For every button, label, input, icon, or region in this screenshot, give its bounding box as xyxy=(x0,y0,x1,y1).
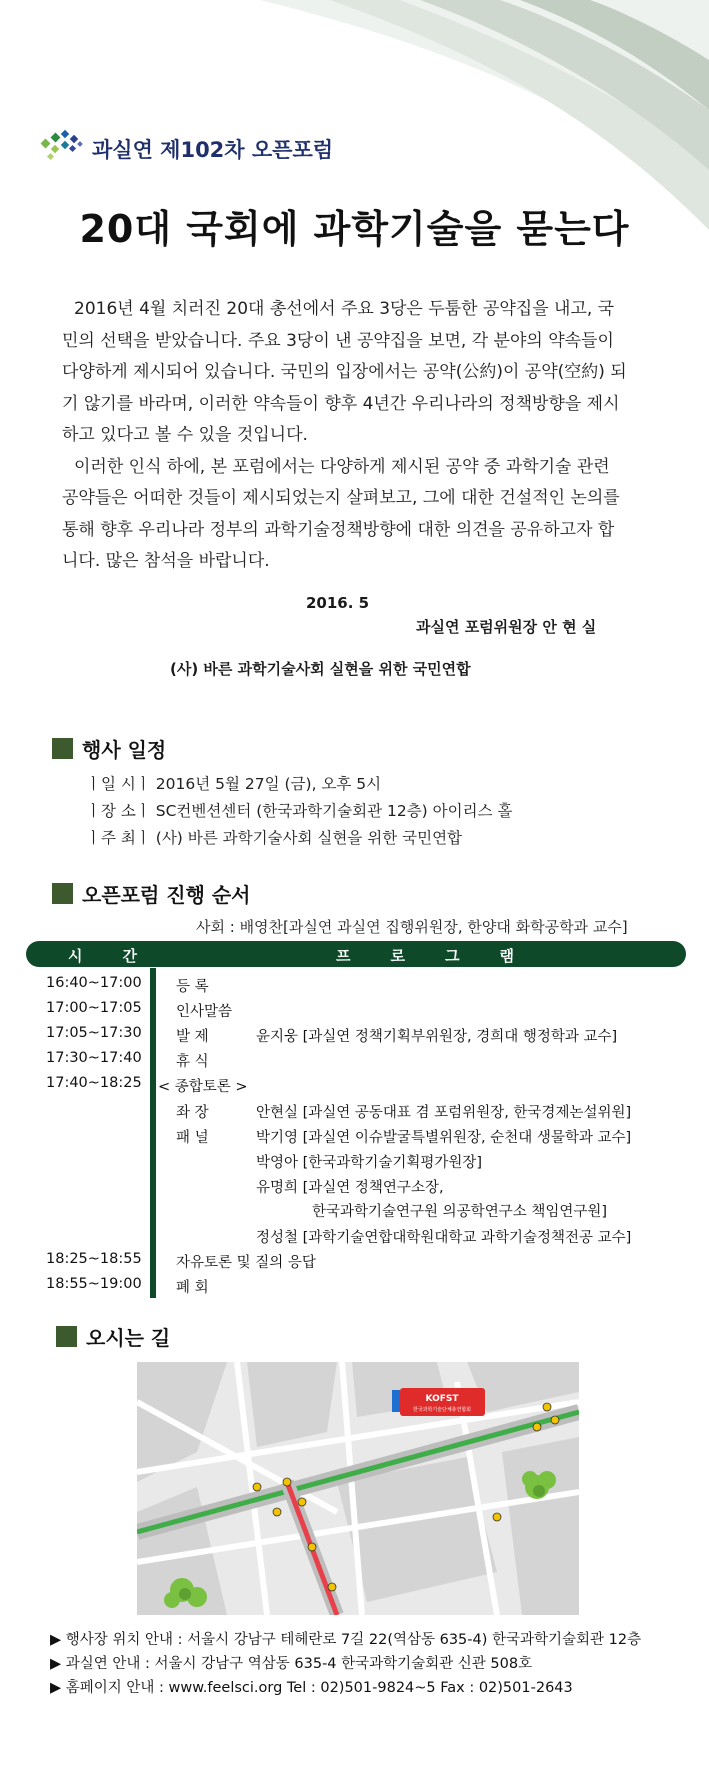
intro-text xyxy=(62,294,628,578)
schedule-value: 2016년 5월 27일 (금), 오후 5시 xyxy=(155,775,382,793)
program-row-item: 자유토론 및 질의 응답 xyxy=(176,1255,316,1271)
forum-logo-icon xyxy=(38,130,84,164)
moderator: 사회 : 배영찬[과실연 과실연 집행위원장, 한양대 화학공학과 교수] xyxy=(196,918,628,936)
schedule-row-venue xyxy=(86,799,512,821)
program-row-item: 등 록 xyxy=(176,979,209,995)
program-row-time: 17:05~17:30 xyxy=(46,1025,142,1041)
program-row-item: 발 제 xyxy=(176,1029,209,1045)
program-row-detail: 안현실 [과실연 공동대표 겸 포럼위원장, 한국경제논설위원] xyxy=(256,1105,632,1121)
page-title: 20대 국회에 과학기술을 묻는다 xyxy=(79,207,630,251)
section-square-icon xyxy=(52,883,73,904)
program-row-detail: 한국과학기술연구원 의공학연구소 책임연구원] xyxy=(312,1204,608,1220)
intro-paragraph-2: 이러한 인식 하에, 본 포럼에서는 다양하게 제시된 공약 중 과학기술 관련 공약들은 어떠한 것들이 제시되었는지 살펴보고, 그에 대한 건설적인 논의를 통해 향후 우리나라 정부의 과학기술정책방향에 대한 의견을 공유하고자 합니다. 많은 참석을 바랍니다. xyxy=(62,456,620,571)
event-label: 과실연 제102차 오픈포럼 xyxy=(92,138,334,162)
program-row-time: 16:40~17:00 xyxy=(46,975,142,991)
schedule-row-host xyxy=(86,826,462,848)
program-heading-text: 오픈포럼 진행 순서 xyxy=(82,883,251,907)
publish-date: 2016. 5 xyxy=(306,594,370,612)
program-row-detail: 윤지웅 [과실연 정책기획부위원장, 경희대 행정학과 교수] xyxy=(256,1029,618,1045)
map-sign-title: KOFST xyxy=(425,1394,459,1404)
footer-venue-info: ▶ 행사장 위치 안내 : 서울시 강남구 테헤란로 7길 22(역삼동 635-4) 한국과학기술회관 12층 xyxy=(50,1632,642,1648)
program-row-detail: 정성철 [과학기술연합대학원대학교 과학기술정책전공 교수] xyxy=(256,1230,632,1246)
column-program-label: 프로그램 xyxy=(336,947,554,965)
section-square-icon xyxy=(52,738,73,759)
schedule-row-date xyxy=(86,772,381,794)
program-row-detail: 박기영 [과실연 이슈발굴특별위원장, 순천대 생물학과 교수] xyxy=(256,1130,632,1146)
directions-heading xyxy=(56,1322,170,1351)
program-row-item: 폐 회 xyxy=(176,1280,209,1296)
program-row-item: 패 널 xyxy=(176,1130,209,1146)
program-timeline-divider xyxy=(150,968,156,1298)
program-row-item: 인사말씀 xyxy=(176,1004,233,1020)
schedule-heading-text: 행사 일정 xyxy=(82,738,167,762)
schedule-label: ㅣ일 시ㅣ xyxy=(86,775,151,793)
program-row-time: 17:00~17:05 xyxy=(46,1000,142,1016)
program-row-detail: 박영아 [한국과학기술기획평가원장] xyxy=(256,1155,483,1171)
schedule-label: ㅣ주 최ㅣ xyxy=(86,829,151,847)
column-time-label: 시간 xyxy=(68,947,177,965)
footer-homepage-info: ▶ 홈페이지 안내 : www.feelsci.org Tel : 02)501-9824~5 Fax : 02)501-2643 xyxy=(50,1680,573,1696)
schedule-heading xyxy=(52,734,166,763)
section-square-icon xyxy=(56,1326,77,1347)
program-row-detail: 유명희 [과실연 정책연구소장, xyxy=(256,1180,444,1196)
program-row-item: 휴 식 xyxy=(176,1054,209,1070)
map-sign-subtitle: 한국과학기술단체총연합회 xyxy=(413,1407,471,1413)
directions-heading-text: 오시는 길 xyxy=(86,1326,171,1350)
program-row-time: 18:25~18:55 xyxy=(46,1251,142,1267)
schedule-value: SC컨벤션센터 (한국과학기술회관 12층) 아이리스 홀 xyxy=(155,802,513,820)
footer-org-info: ▶ 과실연 안내 : 서울시 강남구 역삼동 635-4 한국과학기술회관 신관 508호 xyxy=(50,1656,533,1672)
program-row-item: 좌 장 xyxy=(176,1105,209,1121)
schedule-value: (사) 바른 과학기술사회 실현을 위한 국민연합 xyxy=(155,829,463,847)
intro-paragraph-1: 2016년 4월 치러진 20대 총선에서 주요 3당은 두툼한 공약집을 내고, 국민의 선택을 받았습니다. 주요 3당이 낸 공약집을 보면, 각 분야의 약속들이 다양하게 제시되어 있습니다. 국민의 입장에서는 공약(公約)이 공약(空約) 되기 않기를 바라며, 이러한 약속들이 향후 4년간 우리나라의 정책방향을 제시하고 있다고 볼 수 있을 것입니다. xyxy=(62,299,627,445)
program-row-item: < 종합토론 > xyxy=(158,1079,248,1095)
schedule-label: ㅣ장 소ㅣ xyxy=(86,802,151,820)
signer: 과실연 포럼위원장 안 현 실 xyxy=(416,618,597,636)
program-row-time: 17:30~17:40 xyxy=(46,1050,142,1066)
location-map xyxy=(137,1362,579,1615)
host-organization: (사) 바른 과학기술사회 실현을 위한 국민연합 xyxy=(170,660,471,678)
program-row-time: 18:55~19:00 xyxy=(46,1276,142,1292)
program-row-time: 17:40~18:25 xyxy=(46,1075,142,1091)
program-heading xyxy=(52,879,251,908)
